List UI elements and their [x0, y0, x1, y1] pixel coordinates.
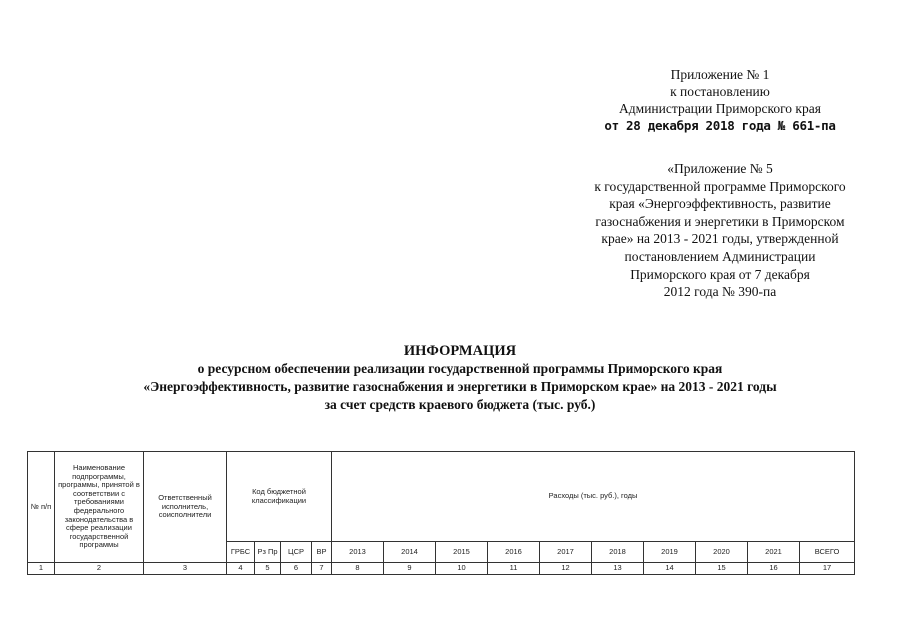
appendix-1-authority: Администрации Приморского края [619, 101, 821, 116]
appendix-5-line-3: края «Энергоэффективность, развитие [609, 196, 831, 212]
year-2021: 2021 [748, 542, 800, 563]
year-2013: 2013 [332, 542, 384, 563]
appendix-5-line-7: Приморского края от 7 декабря [630, 266, 810, 282]
column-number: 12 [540, 563, 592, 575]
column-number: 15 [696, 563, 748, 575]
column-number: 14 [644, 563, 696, 575]
appendix-5-line-2: к государственной программе Приморского [594, 178, 846, 194]
subheader-vr: ВР [312, 542, 332, 563]
table-header-row [28, 452, 855, 542]
year-2016: 2016 [488, 542, 540, 563]
appendix-5-line-5: крае» на 2013 - 2021 годы, утвержденной [601, 231, 839, 247]
column-number: 10 [436, 563, 488, 575]
column-number: 2 [55, 563, 144, 575]
column-number: 16 [748, 563, 800, 575]
year-2020: 2020 [696, 542, 748, 563]
column-number: 9 [384, 563, 436, 575]
document-title [60, 342, 860, 414]
resource-table [27, 451, 855, 575]
year-2019: 2019 [644, 542, 696, 563]
year-total: ВСЕГО [800, 542, 855, 563]
appendix-5-line-4: газоснабжения и энергетики в Приморском [595, 213, 845, 229]
document-title-line-2: «Энергоэффективность, развитие газоснабжения и энергетики в Приморском крае» на 2013 - 2021 годы [143, 379, 777, 394]
year-2017: 2017 [540, 542, 592, 563]
year-2014: 2014 [384, 542, 436, 563]
subheader-rzpr: Рз Пр [255, 542, 281, 563]
document-heading: ИНФОРМАЦИЯ [403, 343, 517, 359]
column-number: 11 [488, 563, 540, 575]
subheader-csr: ЦСР [281, 542, 312, 563]
appendix-5-line-1: «Приложение № 5 [667, 161, 773, 176]
appendix-1-subtitle: к постановлению [670, 84, 770, 99]
column-number: 1 [28, 563, 55, 575]
column-number-row [28, 563, 855, 575]
appendix-5-header [560, 160, 880, 301]
header-number: № п/п [28, 452, 55, 563]
document-title-line-3: за счет средств краевого бюджета (тыс. руб.) [324, 397, 596, 412]
header-expenses: Расходы (тыс. руб.), годы [332, 452, 855, 542]
column-number: 7 [312, 563, 332, 575]
column-number: 6 [281, 563, 312, 575]
column-number: 3 [144, 563, 227, 575]
appendix-1-header [560, 66, 880, 134]
header-program-name: Наименование подпрограммы, программы, принятой в соответствии с требованиями федерального законодательства в сфере реализации государственной программы [55, 452, 144, 563]
column-number: 4 [227, 563, 255, 575]
appendix-1-date-number: от 28 декабря 2018 года № 661-па [604, 118, 836, 133]
column-number: 13 [592, 563, 644, 575]
subheader-grbs: ГРБС [227, 542, 255, 563]
appendix-5-line-8: 2012 года № 390-па [663, 284, 777, 300]
column-number: 8 [332, 563, 384, 575]
year-2018: 2018 [592, 542, 644, 563]
header-budget-code: Код бюджетной классификации [227, 452, 332, 542]
column-number: 5 [255, 563, 281, 575]
header-executor: Ответственный исполнитель, соисполнители [144, 452, 227, 563]
appendix-1-title: Приложение № 1 [670, 67, 770, 82]
appendix-5-line-6: постановлением Администрации [624, 248, 816, 264]
column-number: 17 [800, 563, 855, 575]
year-2015: 2015 [436, 542, 488, 563]
document-title-line-1: о ресурсном обеспечении реализации государственной программы Приморского края [197, 361, 723, 376]
